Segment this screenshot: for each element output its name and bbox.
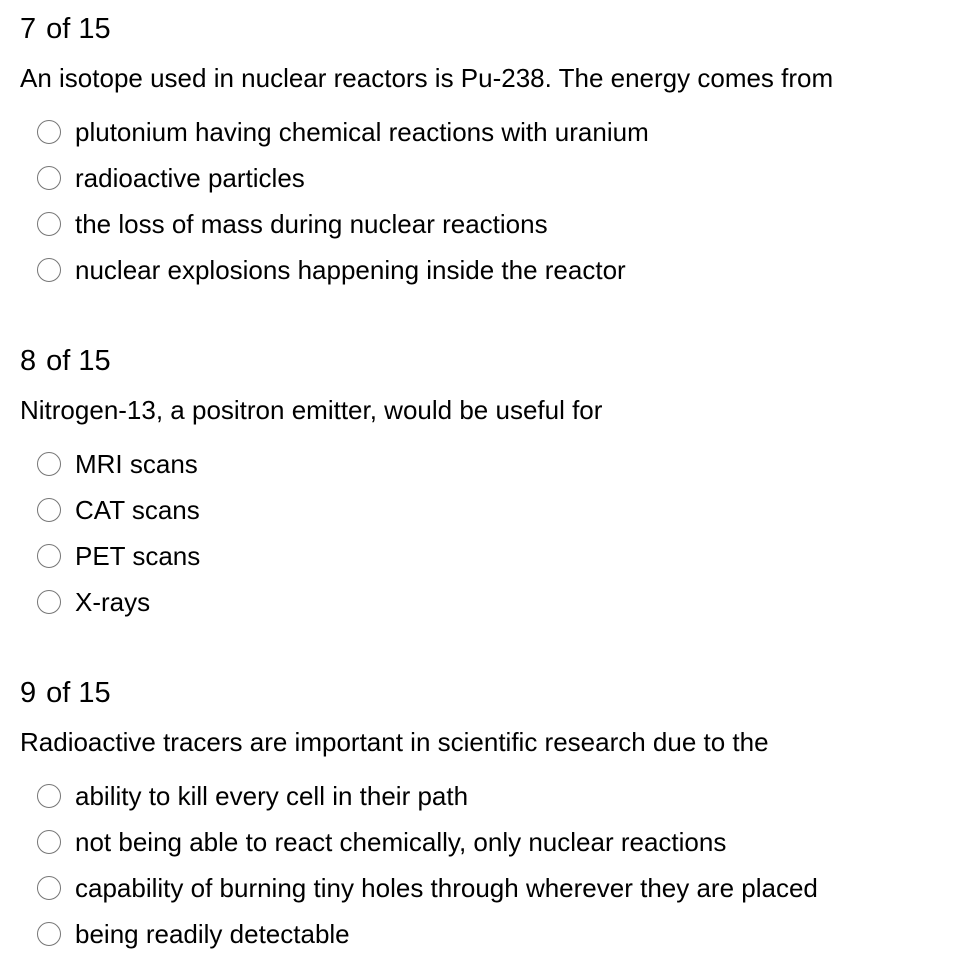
question-text: Nitrogen-13, a positron emitter, would be useful for	[20, 395, 603, 425]
radio-button[interactable]	[37, 258, 61, 282]
question-number: 7 of 15	[20, 13, 111, 45]
option-label: plutonium having chemical reactions with uranium	[75, 117, 649, 147]
option-q9-a[interactable]	[20, 773, 960, 819]
question-9	[20, 676, 960, 957]
option-q7-d[interactable]	[20, 247, 960, 293]
radio-button[interactable]	[37, 212, 61, 236]
answer-options	[20, 773, 960, 957]
radio-button[interactable]	[37, 830, 61, 854]
option-q9-d[interactable]	[20, 911, 960, 957]
question-number: 8 of 15	[20, 345, 111, 377]
option-q8-b[interactable]	[20, 487, 960, 533]
option-q7-a[interactable]	[20, 109, 960, 155]
radio-button[interactable]	[37, 120, 61, 144]
question-text: Radioactive tracers are important in scientific research due to the	[20, 727, 769, 757]
option-label: X-rays	[75, 587, 151, 617]
radio-button[interactable]	[37, 590, 61, 614]
option-q9-b[interactable]	[20, 819, 960, 865]
radio-button[interactable]	[37, 544, 61, 568]
option-label: capability of burning tiny holes through wherever they are placed	[75, 873, 818, 903]
option-label: not being able to react chemically, only nuclear reactions	[75, 827, 727, 857]
option-q7-b[interactable]	[20, 155, 960, 201]
option-label: nuclear explosions happening inside the reactor	[75, 255, 626, 285]
option-label: ability to kill every cell in their path	[75, 781, 469, 811]
radio-button[interactable]	[37, 166, 61, 190]
option-label: the loss of mass during nuclear reactions	[75, 209, 548, 239]
option-q8-c[interactable]	[20, 533, 960, 579]
option-q8-d[interactable]	[20, 579, 960, 625]
radio-button[interactable]	[37, 784, 61, 808]
option-label: CAT scans	[75, 495, 200, 525]
option-q8-a[interactable]	[20, 441, 960, 487]
option-label: MRI scans	[75, 449, 198, 479]
option-label: being readily detectable	[75, 919, 350, 949]
radio-button[interactable]	[37, 876, 61, 900]
radio-button[interactable]	[37, 452, 61, 476]
option-label: PET scans	[75, 541, 201, 571]
answer-options	[20, 109, 960, 293]
radio-button[interactable]	[37, 922, 61, 946]
radio-button[interactable]	[37, 498, 61, 522]
option-q9-c[interactable]	[20, 865, 960, 911]
question-8	[20, 344, 960, 625]
question-number: 9 of 15	[20, 677, 111, 709]
answer-options	[20, 441, 960, 625]
option-q7-c[interactable]	[20, 201, 960, 247]
question-7	[20, 12, 960, 293]
option-label: radioactive particles	[75, 163, 305, 193]
question-text: An isotope used in nuclear reactors is Pu-238. The energy comes from	[20, 63, 834, 93]
